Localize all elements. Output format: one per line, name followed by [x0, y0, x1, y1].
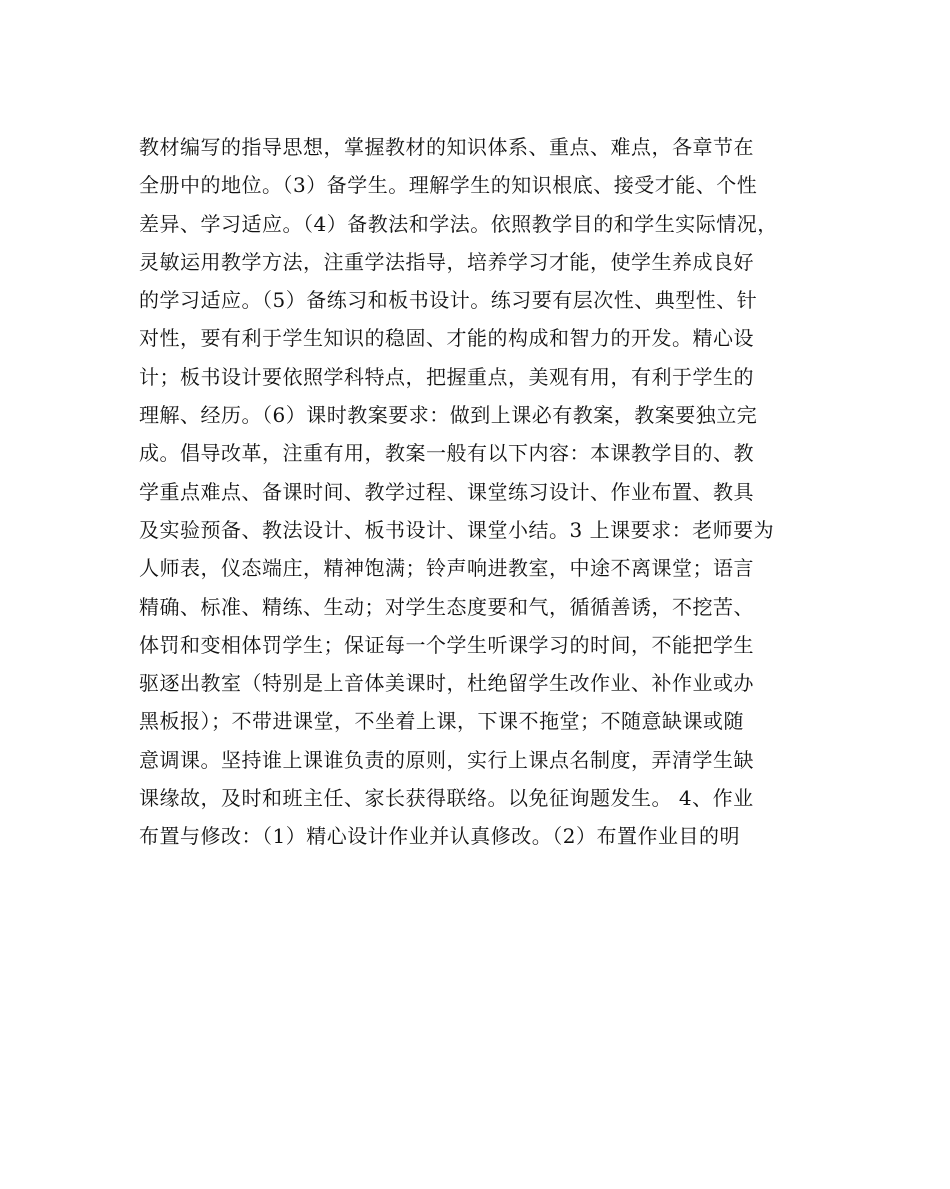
text-line: 的学习适应。（5）备练习和板书设计。练习要有层次性、典型性、针 [139, 288, 758, 313]
text-line: 成。倡导改革，注重有用，教案一般有以下内容：本课教学目的、教 [139, 441, 754, 466]
text-line: 教材编写的指导思想，掌握教材的知识体系、重点、难点，各章节在 [139, 135, 754, 159]
body-text [139, 128, 829, 856]
text-line: 课缘故，及时和班主任、家长获得联络。以免征询题发生。 4、作业 [139, 786, 754, 811]
text-line: 学重点难点、备课时间、教学过程、课堂练习设计、作业布置、教具 [139, 479, 754, 504]
text-line: 人师表，仪态端庄，精神饱满；铃声响进教室，中途不离课堂；语言 [139, 556, 754, 581]
text-line: 驱逐出教室（特别是上音体美课时，杜绝留学生改作业、补作业或办 [139, 671, 754, 696]
text-line: 布置与修改：（1）精心设计作业并认真修改。（2）布置作业目的明 [139, 824, 740, 849]
text-line: 意调课。坚持谁上课谁负责的原则，实行上课点名制度，弄清学生缺 [139, 747, 754, 772]
text-line: 黑板报）；不带进课堂，不坐着上课，下课不拖堂；不随意缺课或随 [139, 709, 744, 734]
text-line: 差异、学习适应。（4）备教法和学法。依照教学目的和学生实际情况， [139, 211, 778, 236]
text-line: 体罚和变相体罚学生；保证每一个学生听课学习的时间，不能把学生 [139, 632, 754, 657]
text-line: 全册中的地位。（3）备学生。理解学生的知识根底、接受才能、个性 [139, 173, 758, 198]
text-line: 计；板书设计要依照学科特点，把握重点，美观有用，有利于学生的 [139, 364, 754, 389]
text-line: 对性，要有利于学生知识的稳固、才能的构成和智力的开发。精心设 [139, 326, 754, 351]
text-line: 精确、标准、精练、生动；对学生态度要和气，循循善诱，不挖苦、 [139, 594, 754, 619]
text-line: 及实验预备、教法设计、板书设计、课堂小结。3 上课要求：老师要为 [139, 517, 775, 542]
text-line: 灵敏运用教学方法，注重学法指导，培养学习才能，使学生养成良好 [139, 249, 754, 274]
text-line: 理解、经历。（6）课时教案要求：做到上课必有教案，教案要独立完 [139, 403, 758, 428]
